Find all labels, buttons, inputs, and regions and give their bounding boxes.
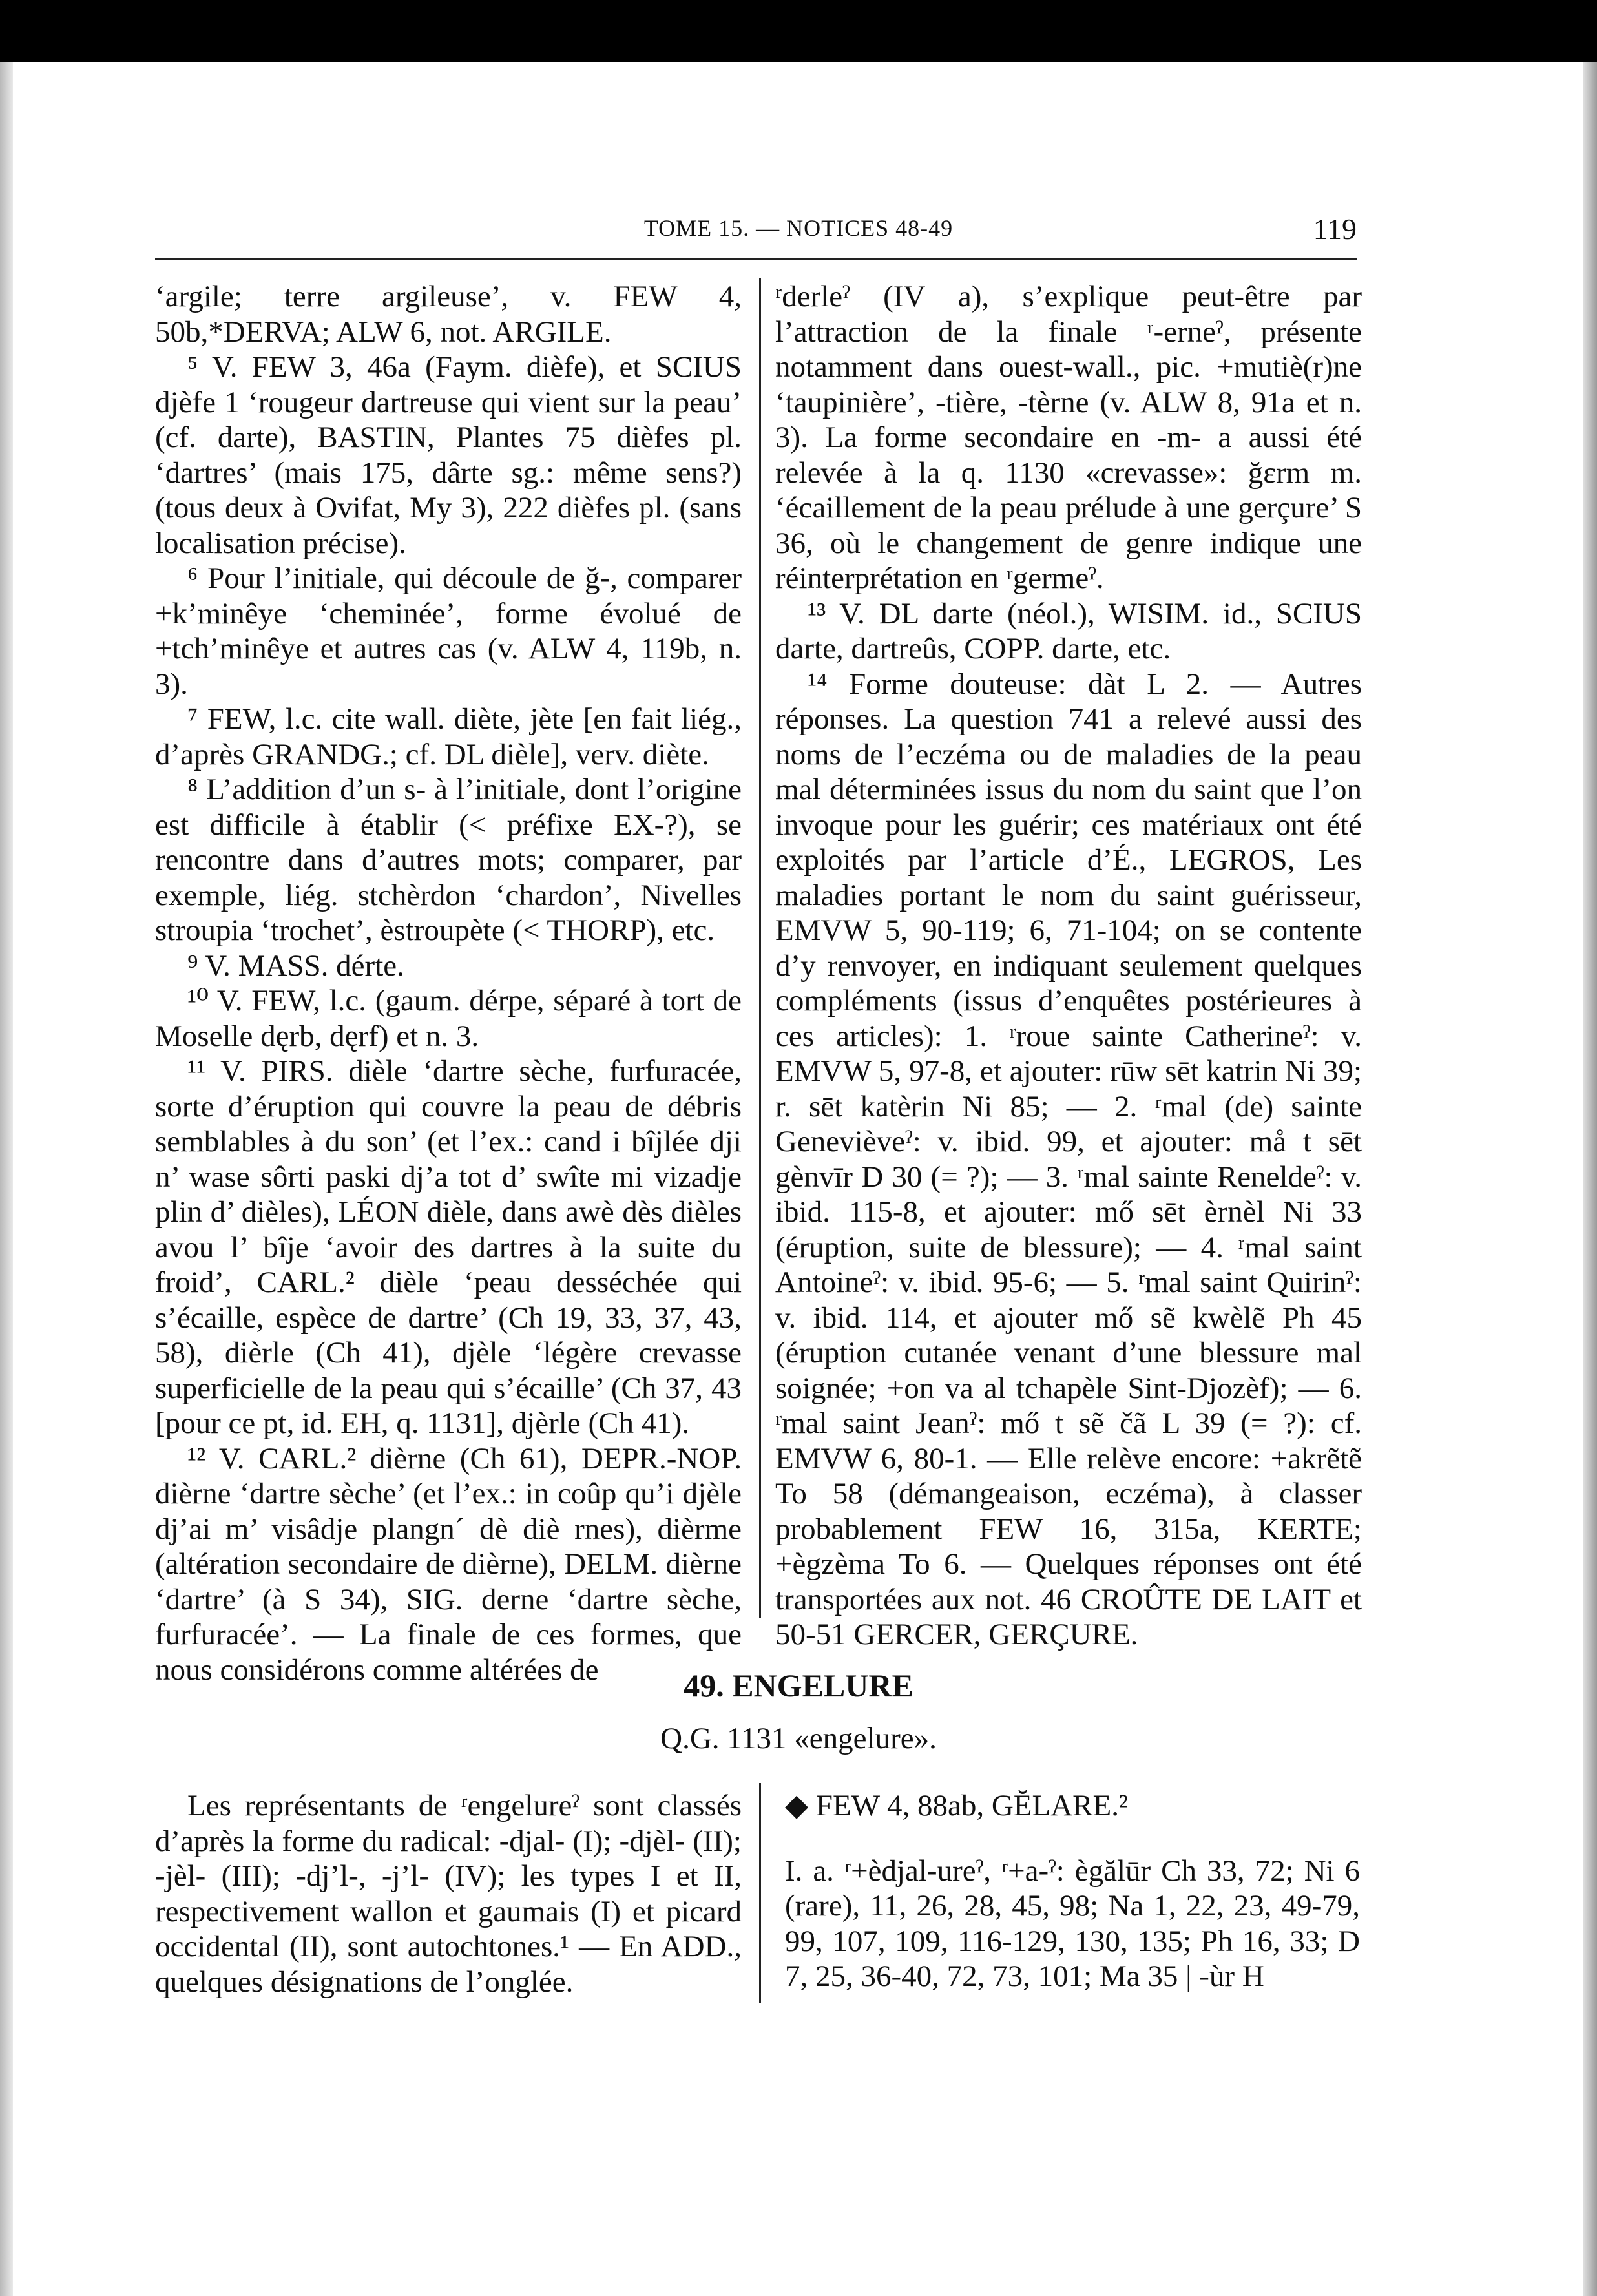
running-header: TOME 15. — NOTICES 48-49 [643,215,954,241]
few-reference: ◆ FEW 4, 88ab, GĔLARE.² [785,1789,1129,1822]
intro-column [155,1788,742,1999]
footnote-9: ⁹ V. MASS. dérte. [187,948,404,983]
footnote-6: ⁶ Pour l’initiale, qui découle de ğ-, comparer +k’minêye ‘cheminée’, forme évolué de +tch’minêye et autres cas (v. ALW 4, 119b, n. 3). [155,561,742,701]
footnote-11: ¹¹ V. PIRS. dièle ‘dartre sèche, furfuracée, sorte d’éruption qui couvre la peau de débris semblables à du son’ (et l’ex.: cand i bîjlée dji n’ wase sôrti paski dj’a tot d’ swîte mi vizadje plin d’ dièles), LÉON dièle, dans awè dès dièles avou l’ bîje ‘avoir des dartres à la suite du froid’, CARL.² dièle ‘peau desséchée qui s’écaille, espèce de dartre’ (Ch 19, 33, 37, 43, 58), dièrle (Ch 41), djèle ‘légère crevasse superficielle de la peau qui s’écaille’ (Ch 37, 43 [pour ce pt, id. EH, q. 1131], djèrle (Ch 41). [155,1054,742,1440]
scan-top-border [0,0,1597,62]
footnote-10: ¹⁰ V. FEW, l.c. (gaum. dérpe, séparé à tort de Moselle dęrb, dęrf) et n. 3. [155,984,742,1053]
left-column [155,279,742,1687]
header-rule [155,258,1357,260]
scan-left-border [0,62,13,2296]
right-column [775,279,1362,1653]
footnote-13: ¹³ V. DL darte (néol.), WISIM. id., SCIUS darte, dartreûs, COPP. darte, etc. [775,596,1362,665]
column-rule [759,278,761,1618]
footnote-paragraph: ‘argile; terre argileuse’, v. FEW 4, 50b,*DERVA; ALW 6, not. ARGILE. [155,280,742,349]
entry-type-i-a: I. a. ʳ+èdjal-ureˀ, ʳ+a-ˀ: ègălūr Ch 33, 72; Ni 6 (rare), 11, 26, 28, 45, 98; Na 1, 22, 23, 49-79, 99, 107, 109, 116-129, 130, 135; Ph 16, 33; D 7, 25, 36-40, 72, 73, 101; Ma 35 | -ùr H [785,1853,1360,1993]
footnote-12: ¹² V. CARL.² dièrne (Ch 61), DEPR.-NOP. dièrne ‘dartre sèche’ (et l’ex.: in coûp qu’i djèle dj’ai m’ visâdje plangn´ dè diè rnes), dièrme (altération secondaire de dièrne), DELM. dièrne ‘dartre’ (à S 34), SIG. derne ‘dartre sèche, furfuracée’. — La finale de ces formes, que nous considérons comme altérées de [155,1441,742,1687]
footnote-8: ⁸ L’addition d’un s- à l’initiale, dont l’origine est difficile à établir (< préfixe EX-?), se rencontre dans d’autres mots; comparer, par exemple, liég. stchèrdon ‘chardon’, Nivelles stroupia ‘trochet’, èstroupète (< THORP), etc. [155,773,742,947]
entries-column [785,1788,1360,1994]
page-number: 119 [1313,213,1357,245]
footnote-12-continued: ʳderleˀ (IV a), s’explique peut-être par l’attraction de la finale ʳ-erneˀ, présente notamment dans ouest-wall., pic. +mutiè(r)ne ‘taupinière’, -tière, -tèrne (v. ALW 8, 91a et n. 3). La forme secondaire en -m- a aussi été relevée à la q. 1130 «crevasse»: ğɛrm m. ‘écaillement de la peau prélude à une gerçure’ S 36, où le changement de genre indique une réinterprétation en ʳgermeˀ. [775,280,1362,595]
section-subtitle: Q.G. 1131 «engelure». [660,1722,937,1755]
scan-right-border [1583,62,1597,2296]
column-rule-bottom [759,1783,761,2003]
footnote-5: ⁵ V. FEW 3, 46a (Faym. dièfe), et SCIUS djèfe 1 ‘rougeur dartreuse qui vient sur la peau’ (cf. darte), BASTIN, Plantes 75 dièfes pl. ‘dartres’ (mais 175, dârte sg.: même sens?) (tous deux à Ovifat, My 3), 222 dièfes pl. (sans localisation précise). [155,350,742,560]
spacer [785,1824,1360,1853]
footnote-7: ⁷ FEW, l.c. cite wall. diète, jète [en fait liég., d’après GRANDG.; cf. DL dièle], verv. diète. [155,702,742,771]
section-title: 49. ENGELURE [684,1667,913,1704]
intro-paragraph: Les représentants de ʳengelureˀ sont classés d’après la forme du radical: -djal- (I); -djèl- (II); -jèl- (III); -dj’l-, -j’l- (IV); les types I et II, respectivement wallon et gaumais (I) et picard occidental (II), sont autochtones.¹ — En ADD., quelques désignations de l’onglée. [155,1789,742,1999]
footnote-14: ¹⁴ Forme douteuse: dàt L 2. — Autres réponses. La question 741 a relevé aussi des noms de l’eczéma ou de maladies de la peau mal déterminées issus du nom du saint que l’on invoque pour les guérir; ces matériaux ont été exploités par l’article d’É., LEGROS, Les maladies portant le nom du saint guérisseur, EMVW 5, 90-119; 6, 71-104; on se contente d’y renvoyer, en indiquant seulement quelques compléments (issus d’enquêtes postérieures à ces articles): 1. ʳroue sainte Catherineˀ: v. EMVW 5, 97-8, et ajouter: rūw sēt katrin Ni 39; r. sēt katèrin Ni 85; — 2. ʳmal (de) sainte Genevièveˀ: v. ibid. 99, et ajouter: må t sēt gènvīr D 30 (= ?); — 3. ʳmal sainte Reneldeˀ: v. ibid. 115-8, et ajouter: mő sēt èrnèl Ni 33 (éruption, suite de blessure); — 4. ʳmal saint Antoineˀ: v. ibid. 95-6; — 5. ʳmal saint Quirinˀ: v. ibid. 114, et ajouter mő sẽ kwèlẽ Ph 45 (éruption cutanée venant d’une blessure mal soignée; +on va al tchapèle Sint-Djozèf); — 6. ʳmal saint Jeanˀ: mő t sẽ čã L 39 (= ?): cf. EMVW 6, 80-1. — Elle relève encore: +akrẽtẽ To 58 (démangeaison, eczéma), à classer probablement FEW 16, 315a, KERTE; +ègzèma To 6. — Quelques réponses ont été transportées aux not. 46 CROÛTE DE LAIT et 50-51 GERCER, GERÇURE. [775,667,1362,1651]
